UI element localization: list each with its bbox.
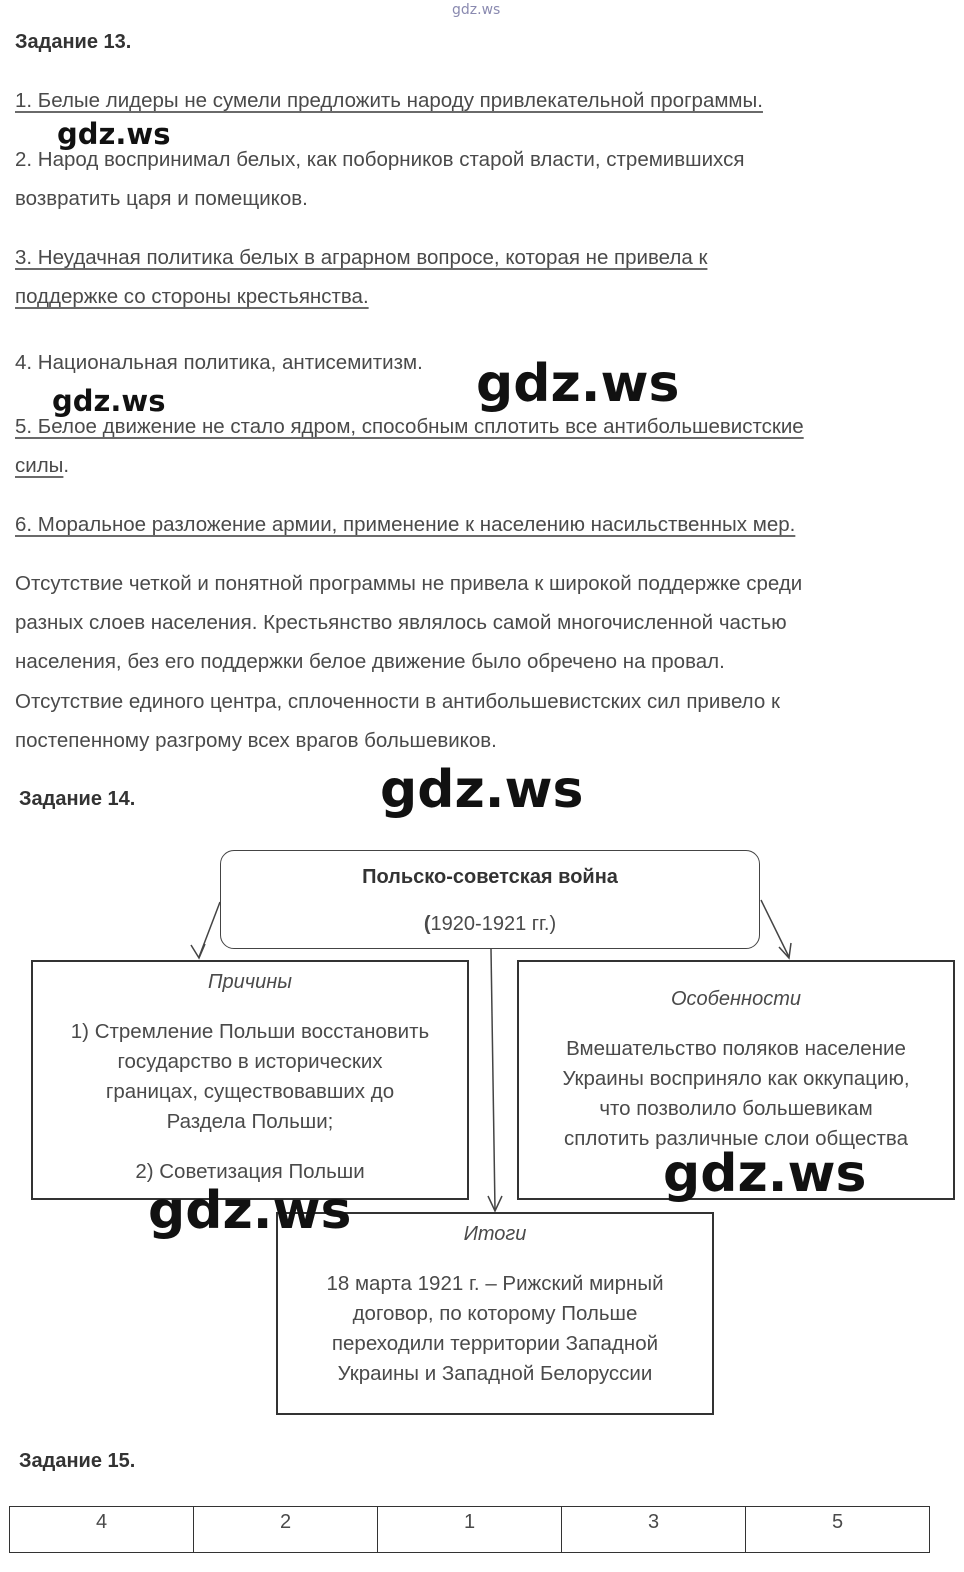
task13-paragraph-line3: населения, без его поддержки белое движение было обречено на провал. bbox=[15, 650, 725, 673]
answer-cell-1: 4 bbox=[10, 1507, 194, 1553]
causes-box bbox=[31, 960, 469, 1200]
diagram-center-years-text: 1920-1921 гг.) bbox=[430, 913, 557, 935]
task13-item-2-line1: 2. Народ воспринимал белых, как поборников старой власти, стремившихся bbox=[15, 148, 745, 171]
causes-text bbox=[33, 1017, 467, 1137]
features-line-2: Украины восприняло как оккупацию, bbox=[562, 1067, 910, 1090]
causes-line-2: государство в исторических bbox=[117, 1050, 383, 1073]
task13-item-2-line2: возвратить царя и помещиков. bbox=[15, 187, 308, 210]
results-box bbox=[276, 1212, 714, 1415]
features-text bbox=[519, 1034, 953, 1154]
results-text bbox=[278, 1269, 712, 1389]
answer-cell-3: 1 bbox=[378, 1507, 562, 1553]
features-line-3: что позволило большевикам bbox=[599, 1097, 873, 1120]
diagram-center-years bbox=[221, 913, 759, 936]
arrow-to-results bbox=[491, 949, 495, 1210]
diagram-center-box bbox=[220, 850, 760, 949]
causes-line-3: границах, существовавших до bbox=[105, 1080, 395, 1103]
results-line-2: договор, по которому Польше bbox=[352, 1302, 638, 1325]
diagram-center-title: Польско-советская война bbox=[362, 866, 618, 888]
watermark-3: gdz.ws bbox=[476, 354, 680, 414]
task15-heading: Задание 15. bbox=[19, 1450, 136, 1472]
task13-item-5-line1: 5. Белое движение не стало ядром, способным сплотить все антибольшевистские bbox=[15, 415, 804, 438]
task14-heading: Задание 14. bbox=[19, 788, 136, 810]
causes-title: Причины bbox=[208, 971, 292, 993]
watermark-5: gdz.ws bbox=[663, 1144, 867, 1204]
answer-cell-2: 2 bbox=[194, 1507, 378, 1553]
task13-paragraph-line2: разных слоев населения. Крестьянство являлось самой многочисленной частью bbox=[15, 611, 787, 634]
task13-heading: Задание 13. bbox=[15, 31, 132, 53]
causes-line-1: 1) Стремление Польши восстановить bbox=[70, 1020, 430, 1043]
causes-line-4: Раздела Польши; bbox=[166, 1110, 334, 1133]
features-line-1: Вмешательство поляков население bbox=[566, 1037, 906, 1060]
watermark-1: gdz.ws bbox=[57, 117, 171, 151]
task13-item-5-word: силы bbox=[15, 454, 64, 477]
task13-item-1: 1. Белые лидеры не сумели предложить народу привлекательной программы. bbox=[15, 89, 763, 112]
task13-item-3-line1: 3. Неудачная политика белых в аграрном вопросе, которая не привела к bbox=[15, 246, 708, 269]
arrow-to-features bbox=[761, 900, 789, 957]
task13-paragraph-line4: Отсутствие единого центра, сплоченности в антибольшевистских сил привело к bbox=[15, 690, 780, 713]
results-line-4: Украины и Западной Белоруссии bbox=[337, 1362, 653, 1385]
results-line-3: переходили территории Западной bbox=[331, 1332, 659, 1355]
features-title: Особенности bbox=[671, 988, 801, 1010]
answer-cell-5: 5 bbox=[746, 1507, 930, 1553]
task13-item-3-line2: поддержке со стороны крестьянства. bbox=[15, 285, 369, 308]
task15-answer-table bbox=[9, 1506, 930, 1553]
task13-paragraph-line1: Отсутствие четкой и понятной программы не привела к широкой поддержке среди bbox=[15, 572, 803, 595]
watermark-4: gdz.ws bbox=[380, 760, 584, 820]
diagram-center-years-paren: ( bbox=[423, 913, 431, 935]
watermark-2: gdz.ws bbox=[52, 384, 166, 418]
watermark-6: gdz.ws bbox=[148, 1181, 352, 1241]
task13-item-4: 4. Национальная политика, антисемитизм. bbox=[15, 351, 423, 374]
task13-item-6: 6. Моральное разложение армии, применение к населению насильственных мер. bbox=[15, 513, 796, 536]
features-line-4: сплотить различные слои общества bbox=[564, 1127, 908, 1150]
watermark-top: gdz.ws bbox=[452, 2, 501, 18]
results-title: Итоги bbox=[463, 1223, 527, 1245]
results-line-1: 18 марта 1921 г. – Рижский мирный bbox=[326, 1272, 664, 1295]
task13-paragraph-line5: постепенному разгрому всех врагов большевиков. bbox=[15, 729, 497, 752]
task13-item-5-period: . bbox=[63, 454, 70, 477]
answer-cell-4: 3 bbox=[562, 1507, 746, 1553]
table-row bbox=[10, 1507, 930, 1553]
causes-item-2: 2) Советизация Польши bbox=[135, 1160, 365, 1183]
